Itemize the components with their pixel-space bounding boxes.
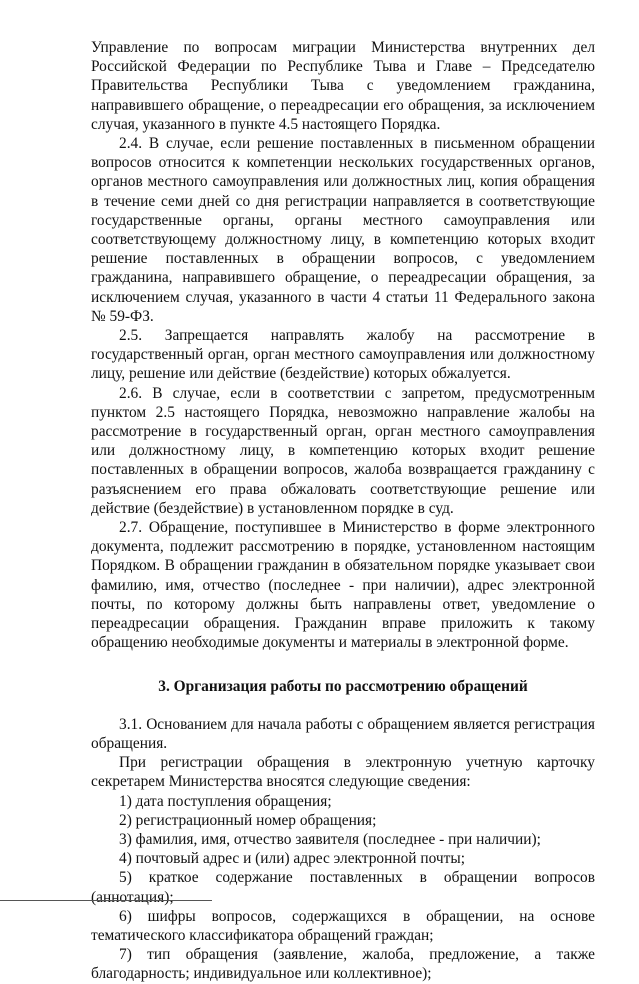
paragraph-2-6: 2.6. В случае, если в соответствии с запретом, предусмотренным пунктом 2.5 настоящего Порядка, невозможно направление жалобы на рассмотрение в государственный орган, орган местного самоуправления или должностному лицу, в компетенцию которых входит решение поставленных в обращении вопросов, жалоба возвращается гражданину с разъяснением его права обжаловать соответствующие решение или действие (бездействие) в установленном порядке в суд. (91, 384, 595, 517)
list-item: 2) регистрационный номер обращения; (119, 811, 377, 829)
paragraph-continuation: Управление по вопросам миграции Министерства внутренних дел Российской Федерации по Республике Тыва и Главе – Председателю Правительства Республики Тыва с уведомлением гражданина, направившего обращение, о переадресации его обращения, за исключением случая, указанного в пункте 4.5 настоящего Порядка. (91, 39, 595, 133)
list-item: 4) почтовый адрес и (или) адрес электронной почты; (119, 850, 465, 868)
paragraph-2-5: 2.5. Запрещается направлять жалобу на рассмотрение в государственный орган, орган местного самоуправления или должностному лицу, решение или действие (бездействие) которых обжалуется. (91, 327, 595, 383)
paragraph-2-4: 2.4. В случае, если решение поставленных в письменном обращении вопросов относится к компетенции нескольких государственных органов, органов местного самоуправления или должностных лиц, копия обращения в течение семи дней со дня регистрации направляется в соответствующие государственные органы, органы местного самоуправления или соответствующему должностному лицу, в компетенцию которых входит решение поставленных в обращении вопросов, с уведомлением гражданина, направившего обращение, о переадресации обращения, за исключением случая, указанного в части 4 статьи 11 Федерального закона № 59-ФЗ. (91, 135, 595, 325)
body-bottom (91, 715, 595, 984)
list-item: 7) тип обращения (заявление, жалоба, предложение, а также благодарность; индивидуальное или коллективное); (91, 946, 595, 983)
body-top (91, 38, 595, 653)
list-item: 1) дата поступления обращения; (119, 792, 332, 810)
list-item: 3) фамилия, имя, отчество заявителя (последнее - при наличии); (119, 830, 541, 848)
section-heading: 3. Организация работы по рассмотрению обращений (158, 677, 528, 695)
paragraph-registration: При регистрации обращения в электронную учетную карточку секретарем Министерства вносятся следующие сведения: (91, 754, 595, 791)
list-item: 5) краткое содержание поставленных в обращении вопросов (аннотация); (91, 869, 595, 906)
list-item: 6) шифры вопросов, содержащихся в обращении, на основе тематического классификатора обращений граждан; (91, 907, 595, 944)
footnote-separator-line (0, 900, 212, 901)
paragraph-3-1: 3.1. Основанием для начала работы с обращением является регистрация обращения. (91, 715, 595, 752)
paragraph-2-7: 2.7. Обращение, поступившее в Министерство в форме электронного документа, подлежит рассмотрению в порядке, установленном настоящим Порядком. В обращении гражданин в обязательном порядке указывает свои фамилию, имя, отчество (последнее - при наличии), адрес электронной почты, по которому должны быть направлены ответ, уведомление о переадресации обращения. Гражданин вправе приложить к такому обращению необходимые документы и материалы в электронной форме. (91, 519, 595, 652)
